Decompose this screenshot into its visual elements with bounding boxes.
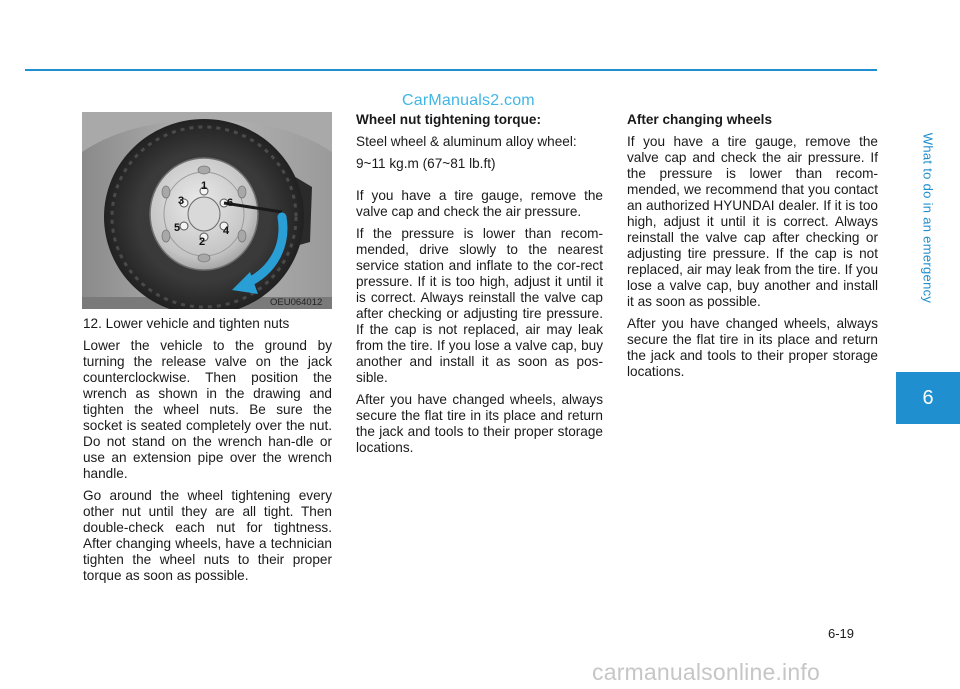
step-heading: 12. Lower vehicle and tighten nuts <box>83 316 290 331</box>
paragraph: If you have a tire gauge, remove the valve cap and check the air pressure. <box>356 188 603 219</box>
chapter-tab <box>896 372 960 424</box>
wheel-illustration <box>82 112 332 309</box>
paragraph: After you have changed wheels, always secure the flat tire in its place and return the jack and tools to their proper storage locations. <box>356 392 603 455</box>
column-left <box>83 316 332 590</box>
nut-label-4: 4 <box>223 225 230 237</box>
figure-code: OEU064012 <box>270 297 323 308</box>
paragraph: Lower the vehicle to the ground by turning the release valve on the jack counterclockwise. Then position the wrench as shown in the drawing and tighten the wheel nuts. Be sure the socket is seated completely over the nut. Do not stand on the wrench han-dle or use an extension pipe over the wrench handle. <box>83 338 332 481</box>
wheel-drawing <box>82 112 332 309</box>
page-number: 6-19 <box>828 626 855 641</box>
nut-label-3: 3 <box>178 195 185 207</box>
watermark-text: CarManuals2.com <box>402 92 535 109</box>
footer-watermark: carmanualsonline.info <box>592 659 820 685</box>
paragraph: If the pressure is lower than recom-mended, drive slowly to the nearest service station and inflate to the cor-rect pressure. If it is too high, adjust it until it is correct. Always reinstall the valve cap after checking or adjusting tire pressure. If the cap is not replaced, air may leak from the tire. If you lose a valve cap, buy another and install it as soon as pos-sible. <box>356 226 603 385</box>
torque-wheel-type: Steel wheel & aluminum alloy wheel: <box>356 134 577 149</box>
nut-label-1: 1 <box>201 180 208 192</box>
torque-value: 9~11 kg.m (67~81 lb.ft) <box>356 156 496 171</box>
torque-heading: Wheel nut tightening torque: <box>356 112 541 127</box>
spacer <box>356 178 603 188</box>
section-heading: After changing wheels <box>627 112 773 127</box>
wheel-hub <box>188 197 220 231</box>
nut-label-2: 2 <box>199 236 206 248</box>
column-right <box>627 112 878 386</box>
header-rule <box>25 69 877 71</box>
paragraph: Go around the wheel tightening every other nut until they are all tight. Then double-check each nut for tightness. After changing wheels, have a technician tighten the wheel nuts to their proper torque as soon as possible. <box>83 488 332 583</box>
nut-label-6: 6 <box>227 197 234 209</box>
chapter-number: 6 <box>922 387 934 409</box>
column-middle <box>356 112 603 462</box>
nut-label-5: 5 <box>174 222 181 234</box>
paragraph: If you have a tire gauge, remove the valve cap and check the air pressure. If the pressure is lower than recom-mended, we recommend that you contact an authorized HYUNDAI dealer. If it is too high, adjust it until it is correct. Always reinstall the valve cap after checking or adjusting tire pressure. If the cap is not replaced, air may leak from the tire. If you lose a valve cap, buy another and install it as soon as possible. <box>627 134 878 309</box>
paragraph: After you have changed wheels, always secure the flat tire in its place and return the jack and tools to their proper storage locations. <box>627 316 878 379</box>
chapter-title: What to do in an emergency <box>920 132 936 304</box>
